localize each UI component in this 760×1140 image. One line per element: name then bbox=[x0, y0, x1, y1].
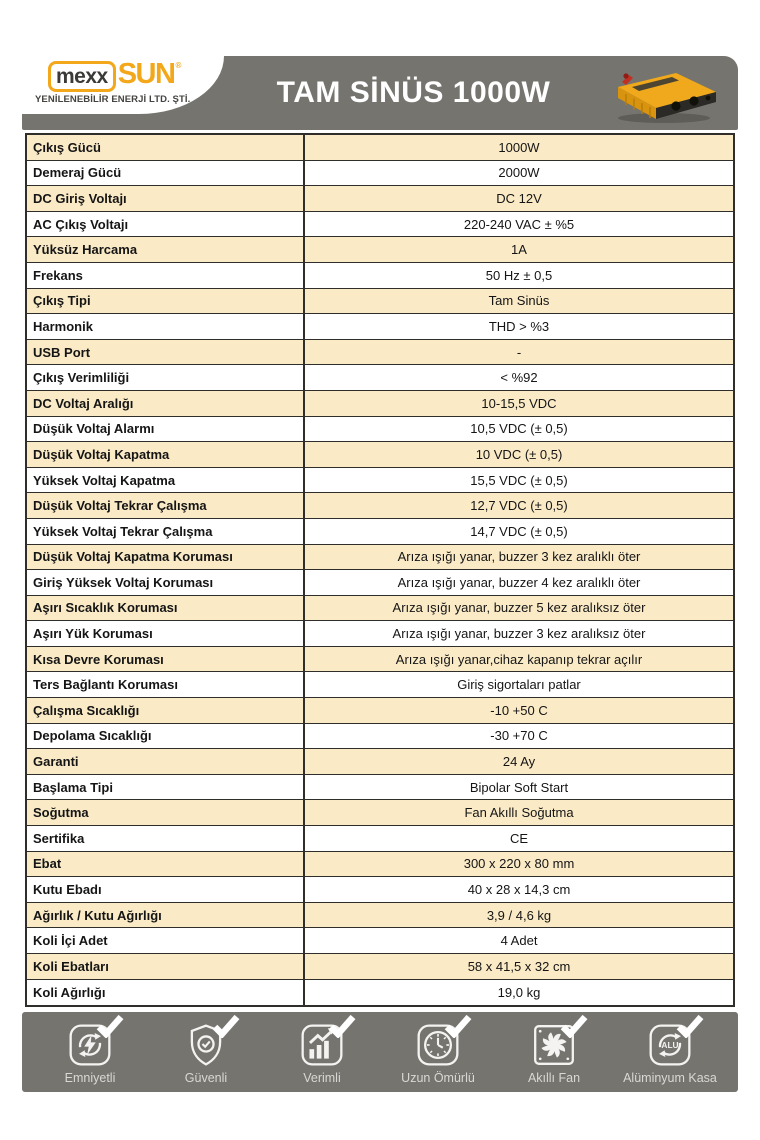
check-icon bbox=[96, 1014, 124, 1038]
feature-label: Güvenli bbox=[184, 1071, 228, 1085]
spec-value: 220-240 VAC ± %5 bbox=[463, 216, 575, 232]
brand-mexx: mexx bbox=[48, 61, 116, 92]
feature-label: Alüminyum Kasa bbox=[623, 1071, 717, 1085]
spec-value: 15,5 VDC (± 0,5) bbox=[470, 472, 568, 488]
table-row bbox=[27, 928, 733, 954]
spec-value: Arıza ışığı yanar, buzzer 3 kez aralıklı öter bbox=[397, 549, 641, 565]
spec-label: Çalışma Sıcaklığı bbox=[27, 698, 305, 723]
brand-subtitle: YENİLENEBİLİR ENERJİ LTD. ŞTİ. bbox=[35, 94, 191, 105]
spec-value: DC 12V bbox=[496, 190, 542, 206]
footer-bar bbox=[22, 1012, 738, 1092]
table-row bbox=[27, 135, 733, 161]
spec-value: 4 Adet bbox=[500, 933, 538, 949]
spec-label: Koli İçi Adet bbox=[27, 928, 305, 953]
spec-value: Arıza ışığı yanar, buzzer 5 kez aralıksız öter bbox=[392, 600, 646, 616]
table-row bbox=[27, 852, 733, 878]
spec-value: Arıza ışığı yanar, buzzer 3 kez aralıksız öter bbox=[392, 626, 646, 642]
table-row bbox=[27, 391, 733, 417]
logo-panel bbox=[22, 56, 224, 114]
table-row bbox=[27, 493, 733, 519]
spec-label: Ağırlık / Kutu Ağırlığı bbox=[27, 903, 305, 928]
spec-value: 24 Ay bbox=[502, 754, 536, 770]
check-icon bbox=[328, 1014, 356, 1038]
spec-label: Yüksek Voltaj Kapatma bbox=[27, 468, 305, 493]
spec-label: Sertifika bbox=[27, 826, 305, 851]
table-row bbox=[27, 647, 733, 673]
spec-table bbox=[25, 133, 735, 1007]
spec-value: CE bbox=[509, 830, 529, 846]
feature-label: Emniyetli bbox=[64, 1071, 116, 1085]
table-row bbox=[27, 621, 733, 647]
feature-aluminyum-kasa bbox=[622, 1022, 718, 1085]
spec-value: Tam Sinüs bbox=[488, 293, 550, 309]
table-row bbox=[27, 980, 733, 1006]
spec-label: Demeraj Gücü bbox=[27, 161, 305, 186]
spec-label: Düşük Voltaj Tekrar Çalışma bbox=[27, 493, 305, 518]
spec-label: Harmonik bbox=[27, 314, 305, 339]
page-title: TAM SİNÜS 1000W bbox=[276, 76, 551, 109]
spec-value: 12,7 VDC (± 0,5) bbox=[470, 498, 568, 514]
spec-value: 14,7 VDC (± 0,5) bbox=[470, 523, 568, 539]
spec-value: 1A bbox=[511, 242, 527, 258]
spec-value: 10-15,5 VDC bbox=[481, 395, 557, 411]
table-row bbox=[27, 749, 733, 775]
table-row bbox=[27, 186, 733, 212]
spec-label: Kutu Ebadı bbox=[27, 877, 305, 902]
check-icon bbox=[212, 1014, 240, 1038]
spec-label: Başlama Tipi bbox=[27, 775, 305, 800]
spec-label: USB Port bbox=[27, 340, 305, 365]
table-row bbox=[27, 468, 733, 494]
spec-label: Soğutma bbox=[27, 800, 305, 825]
spec-label: Garanti bbox=[27, 749, 305, 774]
table-row bbox=[27, 237, 733, 263]
spec-value: < %92 bbox=[500, 370, 538, 386]
spec-value: - bbox=[516, 344, 522, 360]
spec-label: Aşırı Sıcaklık Koruması bbox=[27, 596, 305, 621]
spec-label: Çıkış Gücü bbox=[27, 135, 305, 160]
spec-value: Fan Akıllı Soğutma bbox=[464, 805, 574, 821]
spec-label: Çıkış Verimliliği bbox=[27, 365, 305, 390]
spec-label: Düşük Voltaj Alarmı bbox=[27, 417, 305, 442]
table-row bbox=[27, 545, 733, 571]
spec-value: Arıza ışığı yanar, buzzer 4 kez aralıklı öter bbox=[397, 574, 641, 590]
spec-label: DC Voltaj Aralığı bbox=[27, 391, 305, 416]
feature-label: Akıllı Fan bbox=[527, 1071, 581, 1085]
spec-value: Bipolar Soft Start bbox=[469, 779, 569, 795]
table-row bbox=[27, 519, 733, 545]
spec-label: Yüksek Voltaj Tekrar Çalışma bbox=[27, 519, 305, 544]
table-row bbox=[27, 314, 733, 340]
table-row bbox=[27, 877, 733, 903]
spec-label: Aşırı Yük Koruması bbox=[27, 621, 305, 646]
brand-logo bbox=[48, 58, 182, 92]
spec-label: Yüksüz Harcama bbox=[27, 237, 305, 262]
spec-label: Koli Ağırlığı bbox=[27, 980, 305, 1006]
feature-emniyetli bbox=[42, 1022, 138, 1085]
table-row bbox=[27, 775, 733, 801]
table-row bbox=[27, 289, 733, 315]
spec-label: Ters Bağlantı Koruması bbox=[27, 672, 305, 697]
spec-label: DC Giriş Voltajı bbox=[27, 186, 305, 211]
check-icon bbox=[444, 1014, 472, 1038]
check-icon bbox=[560, 1014, 588, 1038]
spec-label: Kısa Devre Koruması bbox=[27, 647, 305, 672]
spec-label: Düşük Voltaj Kapatma bbox=[27, 442, 305, 467]
feature-akilli-fan bbox=[506, 1022, 602, 1085]
table-row bbox=[27, 826, 733, 852]
spec-value: -10 +50 C bbox=[490, 702, 548, 718]
spec-value: Giriş sigortaları patlar bbox=[457, 677, 581, 693]
spec-value: THD > %3 bbox=[488, 318, 550, 334]
spec-value: 300 x 220 x 80 mm bbox=[463, 856, 575, 872]
registered-mark: ® bbox=[175, 61, 182, 70]
spec-label: Koli Ebatları bbox=[27, 954, 305, 979]
spec-value: 40 x 28 x 14,3 cm bbox=[467, 882, 571, 898]
spec-label: Giriş Yüksek Voltaj Koruması bbox=[27, 570, 305, 595]
feature-uzun-omurlu bbox=[390, 1022, 486, 1085]
table-row bbox=[27, 672, 733, 698]
table-row bbox=[27, 442, 733, 468]
alu-text: ALU bbox=[661, 1040, 679, 1051]
spec-value: 10 VDC (± 0,5) bbox=[475, 446, 563, 462]
spec-value: 50 Hz ± 0,5 bbox=[485, 267, 553, 283]
spec-value: 19,0 kg bbox=[497, 984, 541, 1000]
product-image bbox=[602, 61, 734, 127]
table-row bbox=[27, 800, 733, 826]
spec-value: -30 +70 C bbox=[490, 728, 548, 744]
brand-sun: SUN bbox=[117, 58, 175, 90]
feature-label: Verimli bbox=[303, 1071, 341, 1085]
table-row bbox=[27, 954, 733, 980]
feature-verimli bbox=[274, 1022, 370, 1085]
table-row bbox=[27, 596, 733, 622]
table-row bbox=[27, 263, 733, 289]
table-row bbox=[27, 161, 733, 187]
spec-value: 3,9 / 4,6 kg bbox=[486, 907, 552, 923]
spec-label: Frekans bbox=[27, 263, 305, 288]
table-row bbox=[27, 903, 733, 929]
spec-value: Arıza ışığı yanar,cihaz kapanıp tekrar açılır bbox=[395, 651, 643, 667]
table-row bbox=[27, 724, 733, 750]
spec-label: Düşük Voltaj Kapatma Koruması bbox=[27, 545, 305, 570]
feature-guvenli bbox=[158, 1022, 254, 1085]
spec-value: 1000W bbox=[498, 139, 540, 155]
spec-value: 2000W bbox=[498, 165, 540, 181]
spec-label: AC Çıkış Voltajı bbox=[27, 212, 305, 237]
spec-label: Ebat bbox=[27, 852, 305, 877]
spec-value: 10,5 VDC (± 0,5) bbox=[470, 421, 568, 437]
table-row bbox=[27, 570, 733, 596]
table-row bbox=[27, 365, 733, 391]
spec-label: Çıkış Tipi bbox=[27, 289, 305, 314]
feature-label: Uzun Ömürlü bbox=[401, 1071, 475, 1085]
table-row bbox=[27, 212, 733, 238]
header-bar bbox=[22, 56, 738, 130]
spec-label: Depolama Sıcaklığı bbox=[27, 724, 305, 749]
check-icon bbox=[676, 1014, 704, 1038]
table-row bbox=[27, 698, 733, 724]
spec-value: 58 x 41,5 x 32 cm bbox=[467, 958, 571, 974]
table-row bbox=[27, 417, 733, 443]
table-row bbox=[27, 340, 733, 366]
